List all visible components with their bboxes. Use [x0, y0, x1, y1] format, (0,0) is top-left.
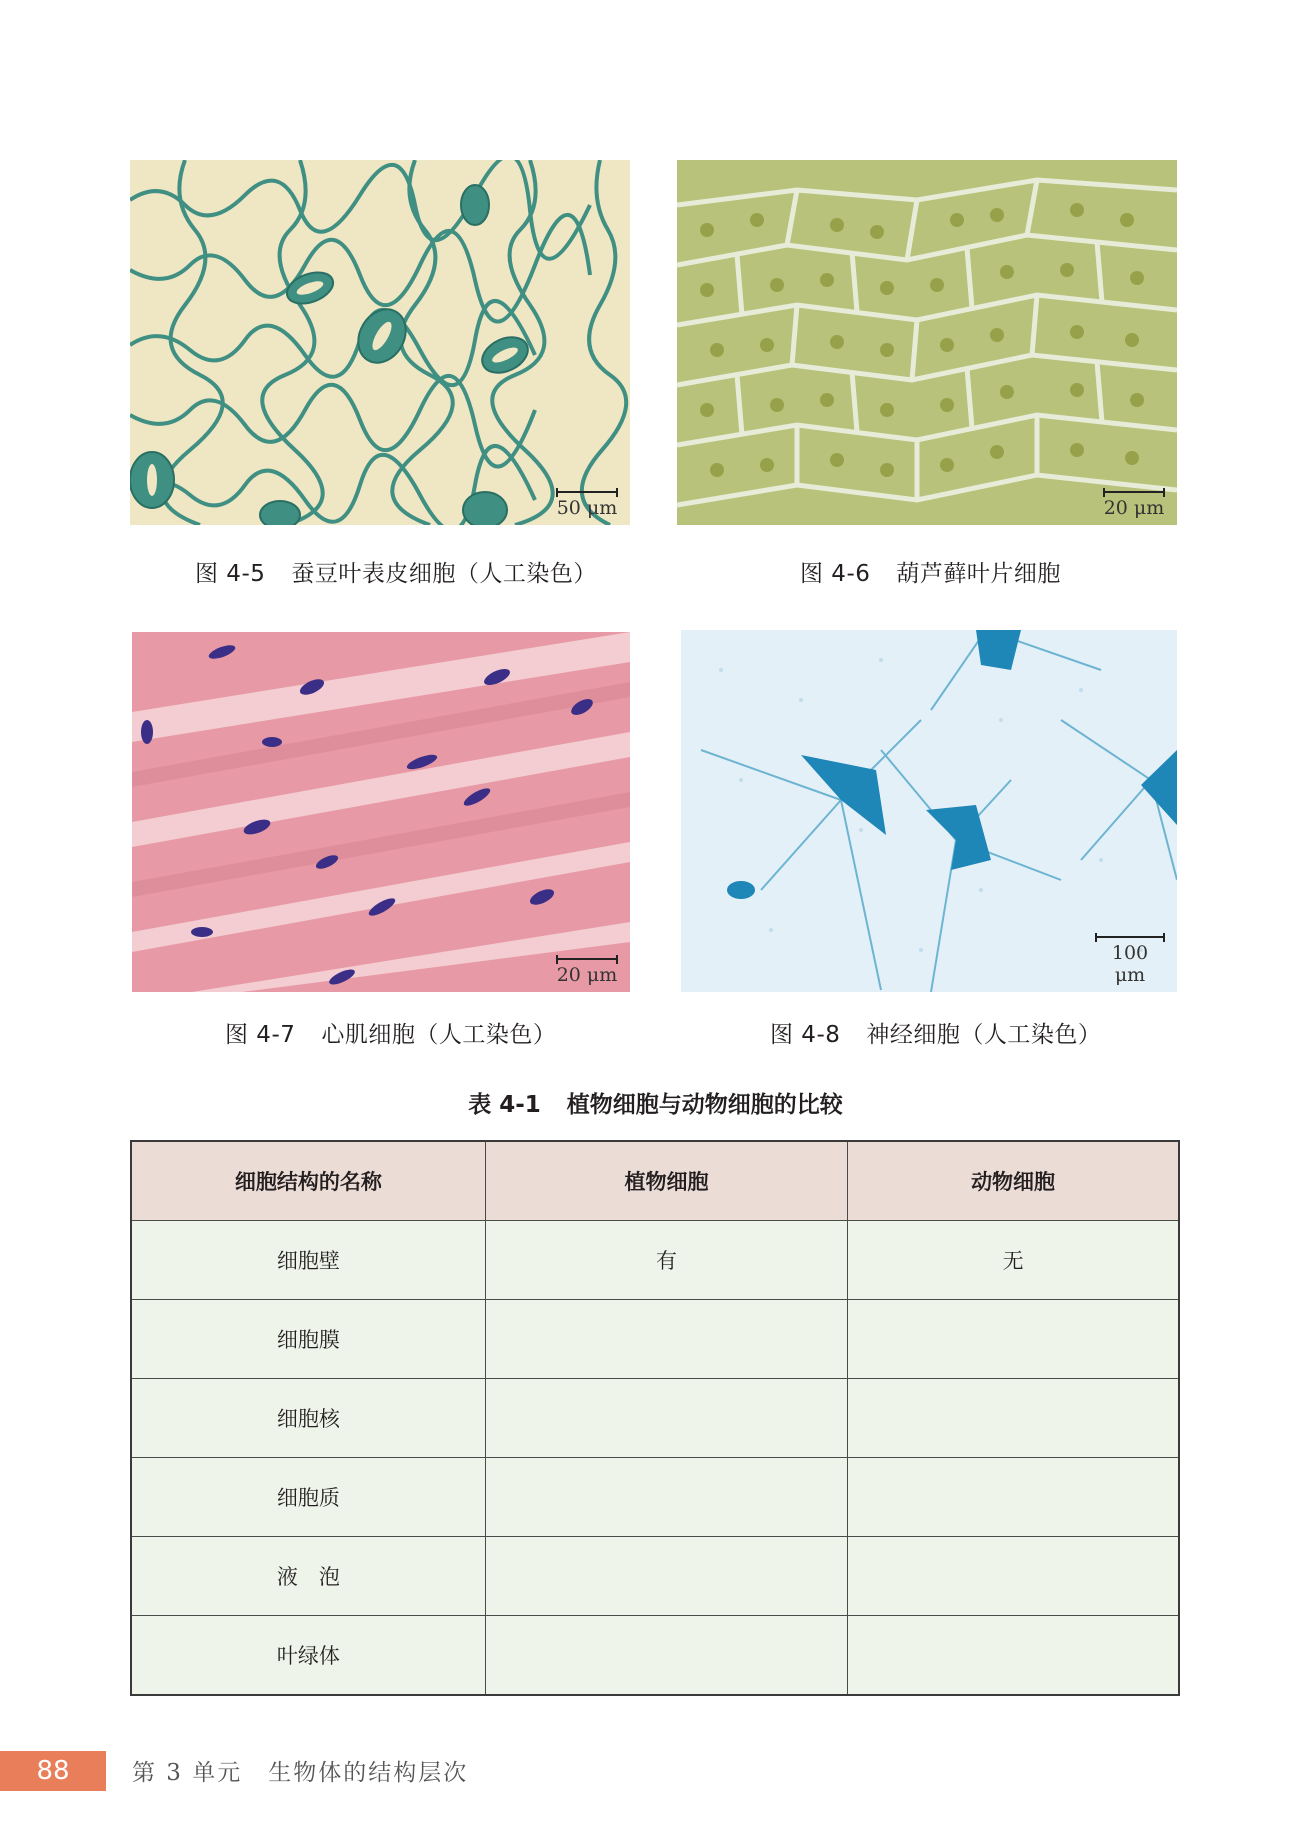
plant-cell-value [485, 1537, 847, 1616]
animal-cell-value [848, 1458, 1179, 1537]
animal-cell-value [848, 1379, 1179, 1458]
plant-cell-value [485, 1300, 847, 1379]
structure-name-cell: 细胞壁 [131, 1221, 485, 1300]
animal-cell-value [848, 1616, 1179, 1696]
figure-caption-text: 蚕豆叶表皮细胞（人工染色） [291, 561, 597, 587]
figure-caption [800, 555, 1061, 588]
plant-cell-value: 有 [485, 1221, 847, 1300]
epidermis-micrograph [130, 160, 630, 525]
table-row [131, 1537, 1179, 1616]
scale-bar [1095, 933, 1165, 986]
figure-caption-text: 心肌细胞（人工染色） [321, 1022, 557, 1048]
moss-micrograph [677, 160, 1177, 525]
unit-label: 第 3 单元 [132, 1760, 243, 1786]
scale-bar-label: 100 μm [1111, 942, 1149, 986]
cardiac-micrograph [132, 632, 630, 992]
figure-number: 图 4-7 [225, 1022, 296, 1048]
structure-name-cell: 液 泡 [131, 1537, 485, 1616]
scale-bar [1103, 488, 1165, 519]
column-header-structure: 细胞结构的名称 [131, 1141, 485, 1221]
table-title [0, 1086, 1311, 1119]
scale-bar-label: 20 μm [1103, 497, 1165, 519]
animal-cell-value [848, 1300, 1179, 1379]
table-row [131, 1616, 1179, 1696]
structure-name-cell: 细胞质 [131, 1458, 485, 1537]
table-row [131, 1458, 1179, 1537]
table-row [131, 1300, 1179, 1379]
animal-cell-value: 无 [848, 1221, 1179, 1300]
figure-moss-leaf-cells [677, 160, 1177, 525]
table-row [131, 1379, 1179, 1458]
comparison-table [130, 1140, 1180, 1696]
structure-name-cell: 叶绿体 [131, 1616, 485, 1696]
figure-number: 图 4-6 [800, 561, 871, 587]
figure-caption [195, 555, 597, 588]
table-number: 表 4-1 [468, 1092, 541, 1118]
figure-broad-bean-epidermis [130, 160, 630, 525]
column-header-animal-cell: 动物细胞 [848, 1141, 1179, 1221]
plant-cell-value [485, 1616, 847, 1696]
unit-title: 生物体的结构层次 [268, 1760, 469, 1786]
table-title-text: 植物细胞与动物细胞的比较 [566, 1092, 843, 1118]
figure-nerve-cells [681, 630, 1177, 992]
table-header-row [131, 1141, 1179, 1221]
running-footer [132, 1754, 468, 1787]
page-number: 88 [36, 1756, 70, 1786]
table-row [131, 1221, 1179, 1300]
figure-caption-text: 葫芦藓叶片细胞 [896, 561, 1061, 587]
scale-bar-label: 50 μm [556, 497, 618, 519]
structure-name-cell: 细胞膜 [131, 1300, 485, 1379]
figure-cardiac-muscle-cells [132, 632, 630, 992]
figure-number: 图 4-5 [195, 561, 266, 587]
figure-number: 图 4-8 [770, 1022, 841, 1048]
structure-name-cell: 细胞核 [131, 1379, 485, 1458]
figure-caption [770, 1016, 1101, 1049]
scale-bar [556, 955, 618, 986]
animal-cell-value [848, 1537, 1179, 1616]
scale-bar [556, 488, 618, 519]
scale-bar-label: 20 μm [556, 964, 618, 986]
figure-caption [225, 1016, 556, 1049]
plant-cell-value [485, 1379, 847, 1458]
plant-cell-value [485, 1458, 847, 1537]
column-header-plant-cell: 植物细胞 [485, 1141, 847, 1221]
figure-caption-text: 神经细胞（人工染色） [866, 1022, 1102, 1048]
